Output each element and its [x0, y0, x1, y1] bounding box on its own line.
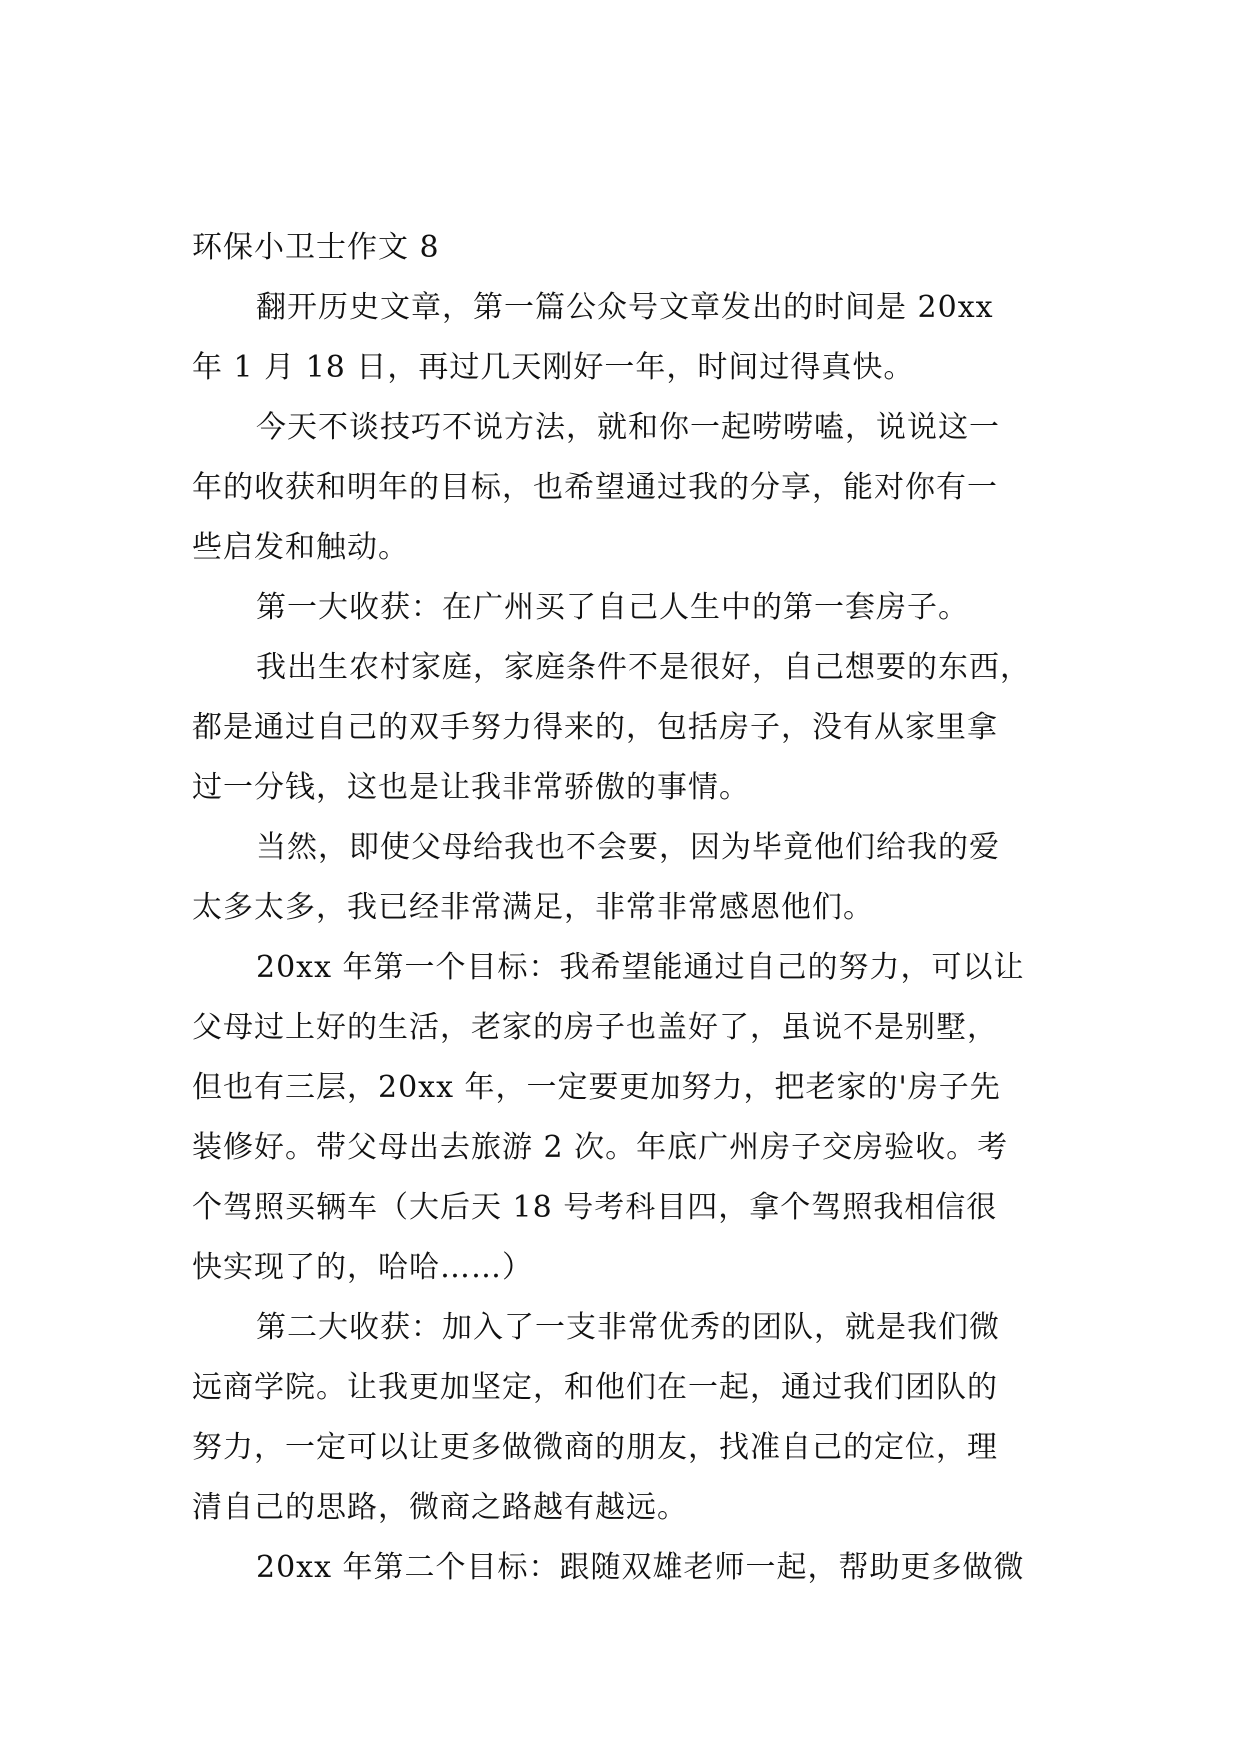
text-line: 装修好。带父母出去旅游 2 次。年底广州房子交房验收。考 — [192, 1130, 1009, 1165]
text-line: 快实现了的，哈哈……） — [192, 1250, 533, 1285]
text-line: 努力，一定可以让更多做微商的朋友，找准自己的定位，理 — [192, 1430, 998, 1465]
text-line: 清自己的思路，微商之路越有越远。 — [192, 1490, 688, 1525]
document-title: 环保小卫士作文 8 — [192, 230, 440, 265]
text-line: 20xx 年第一个目标：我希望能通过自己的努力，可以让 — [256, 950, 1025, 985]
text-line: 个驾照买辆车（大后天 18 号考科目四，拿个驾照我相信很 — [192, 1190, 998, 1225]
text-line: 20xx 年第二个目标：跟随双雄老师一起，帮助更多做微 — [256, 1550, 1025, 1585]
document-text — [192, 278, 1052, 1598]
text-line: 些启发和触动。 — [192, 530, 409, 565]
text-line: 年的收获和明年的目标，也希望通过我的分享，能对你有一 — [192, 470, 998, 505]
text-line: 远商学院。让我更加坚定，和他们在一起，通过我们团队的 — [192, 1370, 998, 1405]
text-line: 但也有三层，20xx 年，一定要更加努力，把老家的'房子先 — [192, 1070, 1001, 1105]
text-line: 第一大收获：在广州买了自己人生中的第一套房子。 — [256, 590, 969, 625]
text-line: 翻开历史文章，第一篇公众号文章发出的时间是 20xx — [256, 290, 994, 325]
text-line: 过一分钱，这也是让我非常骄傲的事情。 — [192, 770, 750, 805]
text-line: 都是通过自己的双手努力得来的，包括房子，没有从家里拿 — [192, 710, 998, 745]
text-line: 今天不谈技巧不说方法，就和你一起唠唠嗑，说说这一 — [256, 410, 1000, 445]
text-line: 我出生农村家庭，家庭条件不是很好，自己想要的东西， — [256, 650, 1031, 685]
document-body — [192, 218, 1052, 1598]
text-line: 第二大收获：加入了一支非常优秀的团队，就是我们微 — [256, 1310, 1000, 1345]
text-line: 年 1 月 18 日，再过几天刚好一年，时间过得真快。 — [192, 350, 915, 385]
text-line: 父母过上好的生活，老家的房子也盖好了，虽说不是别墅， — [192, 1010, 998, 1045]
text-line: 太多太多，我已经非常满足，非常非常感恩他们。 — [192, 890, 874, 925]
text-line: 当然，即使父母给我也不会要，因为毕竟他们给我的爱 — [256, 830, 1000, 865]
